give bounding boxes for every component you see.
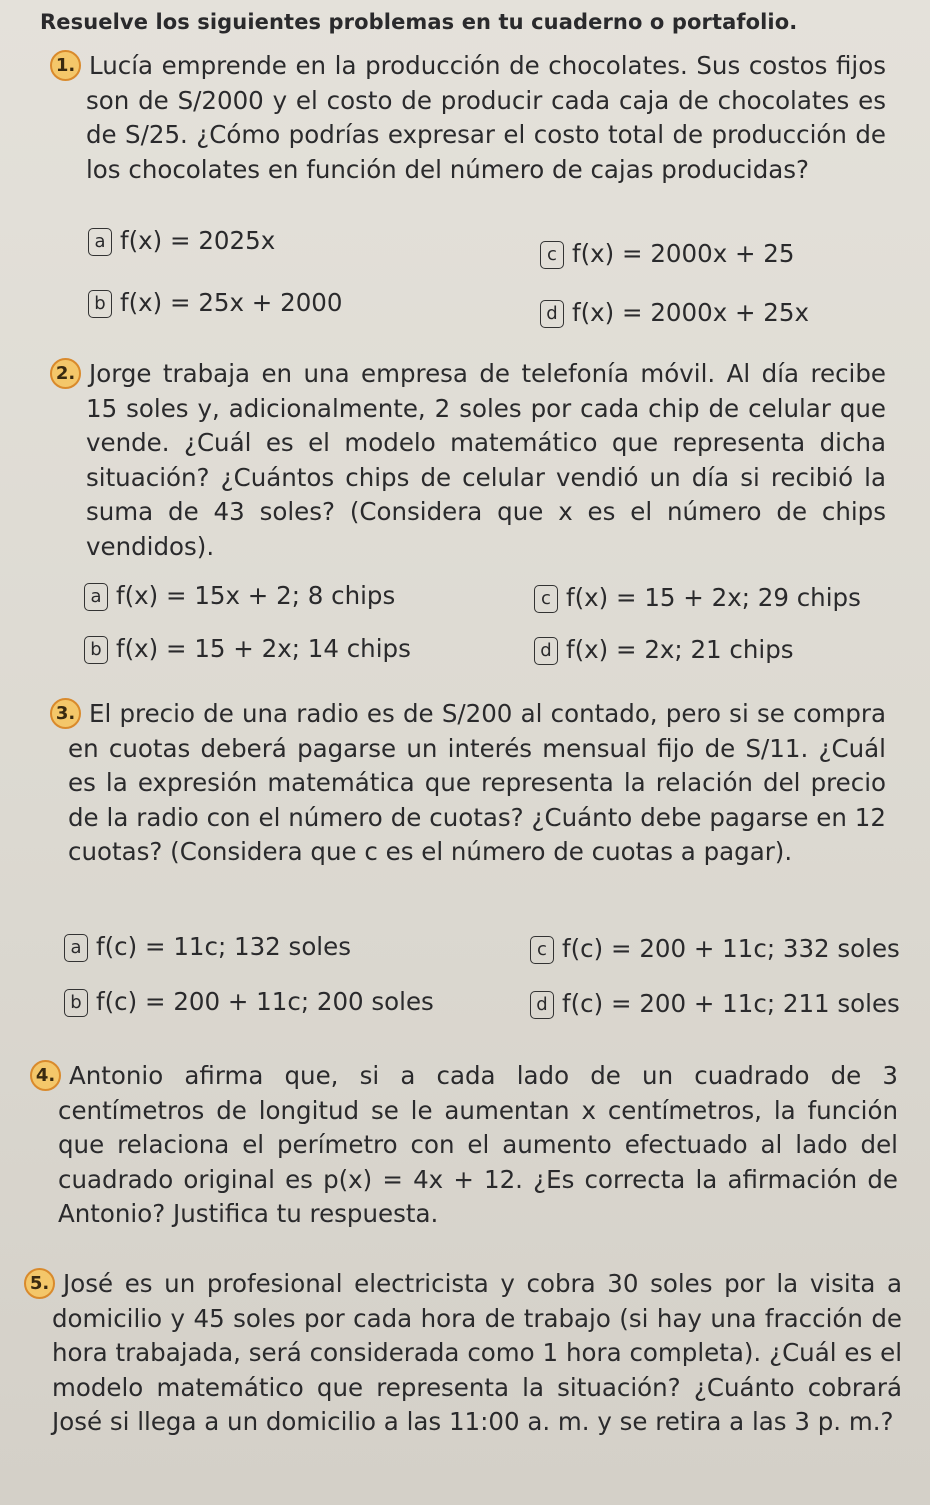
option-letter: a [64,934,88,962]
option-text: f(c) = 200 + 11c; 200 soles [96,987,434,1016]
problem-4-text: Antonio afirma que, si a cada lado de un cuadrado de 3 centímetros de longitud se le aumentan x centímetros, la función que relaciona el perímetro con el aumento efectuado al lado del cuadrado original es p(x) = 4x + 12. ¿Es correcta la afirmación de Antonio? Justifica tu respuesta. [58,1061,898,1228]
option-text: f(x) = 15 + 2x; 14 chips [116,634,411,663]
option-text: f(c) = 200 + 11c; 332 soles [562,934,900,963]
problem-number-5: 5. [24,1268,55,1299]
option-letter: d [534,637,558,665]
option-1b[interactable] [88,288,342,318]
option-text: f(x) = 2025x [120,226,276,255]
option-letter: b [88,290,112,318]
option-text: f(x) = 2000x + 25x [572,298,809,327]
option-3a[interactable] [64,932,351,962]
problem-5 [22,1267,902,1440]
option-letter: c [534,585,558,613]
option-1a[interactable] [88,226,275,256]
option-text: f(x) = 2000x + 25 [572,239,795,268]
option-letter: a [84,583,108,611]
problem-3-text: El precio de una radio es de S/200 al contado, pero si se compra en cuotas deberá pagarse un interés mensual fijo de S/11. ¿Cuál es la expresión matemática que representa la relación del precio de la radio con el número de cuotas? ¿Cuánto debe pagarse en 12 cuotas? (Considera que c es el número de cuotas a pagar). [68,699,886,866]
option-text: f(c) = 200 + 11c; 211 soles [562,989,900,1018]
option-text: f(x) = 2x; 21 chips [566,635,794,664]
option-2b[interactable] [84,634,411,664]
problem-number-2: 2. [50,358,81,389]
problem-2 [48,357,886,564]
problem-5-text: José es un profesional electricista y cobra 30 soles por la visita a domicilio y 45 soles por cada hora de trabajo (si hay una fracción de hora trabajada, será considerada como 1 hora completa). ¿Cuál es el modelo matemático que representa la situación? ¿Cuánto cobrará José si llega a un domicilio a las 11:00 a. m. y se retira a las 3 p. m.? [52,1269,902,1436]
option-letter: d [530,991,554,1019]
option-letter: c [530,936,554,964]
option-letter: c [540,241,564,269]
option-2d[interactable] [534,635,794,665]
option-1d[interactable] [540,298,809,328]
option-2a[interactable] [84,581,395,611]
problem-number-1: 1. [50,50,81,81]
option-1c[interactable] [540,239,794,269]
option-letter: b [84,636,108,664]
problem-2-text: Jorge trabaja en una empresa de telefonía móvil. Al día recibe 15 soles y, adicionalmente, 2 soles por cada chip de celular que vende. ¿Cuál es el modelo matemático que representa dicha situación? ¿Cuántos chips de celular vendió un día si recibió la suma de 43 soles? (Considera que x es el número de chips vendidos). [86,359,886,561]
problem-number-3: 3. [50,698,81,729]
option-text: f(x) = 25x + 2000 [120,288,343,317]
instructions-header: Resuelve los siguientes problemas en tu cuaderno o portafolio. [40,10,798,34]
option-letter: a [88,228,112,256]
option-letter: b [64,989,88,1017]
option-2c[interactable] [534,583,861,613]
option-text: f(x) = 15 + 2x; 29 chips [566,583,861,612]
option-3b[interactable] [64,987,434,1017]
problem-3 [48,697,886,870]
problem-1-text: Lucía emprende en la producción de chocolates. Sus costos fijos son de S/2000 y el costo de producir cada caja de chocolates es de S/25. ¿Cómo podrías expresar el costo total de producción de los chocolates en función del número de cajas producidas? [86,51,886,184]
problem-number-4: 4. [30,1060,61,1091]
option-3c[interactable] [530,934,900,964]
option-3d[interactable] [530,989,900,1019]
problem-4 [30,1059,898,1232]
problem-1 [48,49,886,187]
option-letter: d [540,300,564,328]
option-text: f(x) = 15x + 2; 8 chips [116,581,396,610]
option-text: f(c) = 11c; 132 soles [96,932,351,961]
